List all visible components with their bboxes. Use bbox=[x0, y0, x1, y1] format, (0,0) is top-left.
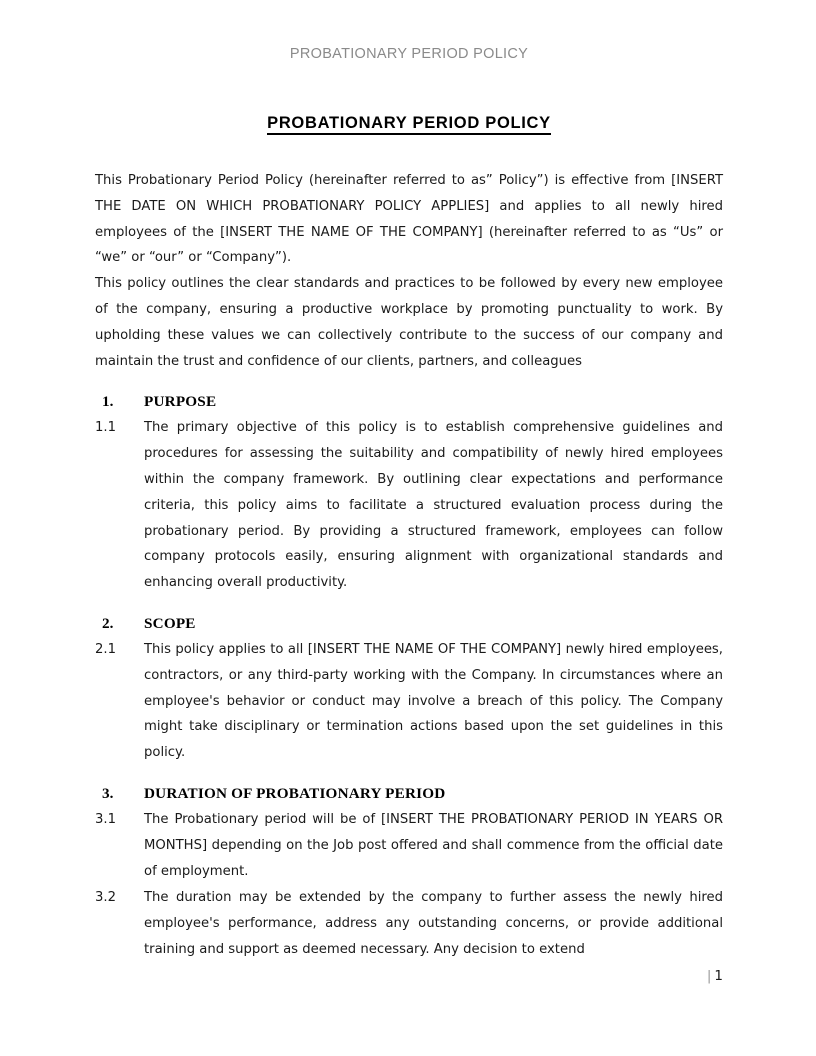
section-number-3: 3. bbox=[102, 784, 114, 802]
clause-3-2 bbox=[95, 885, 723, 962]
page-footer bbox=[95, 968, 723, 984]
intro-paragraph-1: This Probationary Period Policy (hereinafter referred to as” Policy”) is effective from [INSERT THE DATE ON WHICH PROBATIONARY POLICY APPLIES] and applies to all newly hired employees of the [INSERT THE NAME OF THE COMPANY] (hereinafter referred to as “Us” or “we” or “our” or “Company”). bbox=[95, 173, 723, 266]
clause-text-2-1: This policy applies to all [INSERT THE NAME OF THE COMPANY] newly hired employees, contractors, or any third-party working with the Company. In circumstances where an employee's behavior or conduct may involve a breach of this policy. The Company might take disciplinary or termination actions based upon the set guidelines in this policy. bbox=[144, 641, 723, 761]
section-heading-1 bbox=[95, 391, 723, 413]
section-number-2: 2. bbox=[102, 614, 114, 632]
clause-text-3-1: The Probationary period will be of [INSERT THE PROBATIONARY PERIOD IN YEARS OR MONTHS] depending on the Job post offered and shall commence from the official date of employment. bbox=[144, 811, 723, 879]
clause-text-1-1: The primary objective of this policy is to establish comprehensive guidelines and procedures for assessing the suitability and compatibility of newly hired employees within the company framework. By outlining clear expectations and performance criteria, this policy aims to facilitate a structured evaluation process during the probationary period. By providing a structured framework, employees can follow company protocols easily, ensuring alignment with organizational standards and enhancing overall productivity. bbox=[144, 420, 723, 591]
page-title-text: PROBATIONARY PERIOD POLICY bbox=[267, 114, 551, 135]
clause-text-3-2: The duration may be extended by the company to further assess the newly hired employee's performance, address any outstanding concerns, or provide additional training and support as deemed necessary. Any decision to extend bbox=[144, 890, 723, 957]
page-number: 1 bbox=[714, 968, 723, 984]
clause-number-3-2: 3.2 bbox=[95, 890, 116, 906]
section-title-2: SCOPE bbox=[144, 614, 196, 632]
document-body bbox=[95, 168, 723, 963]
footer-separator: | bbox=[706, 968, 712, 984]
section-title-1: PURPOSE bbox=[144, 393, 217, 411]
intro-paragraph-2: This policy outlines the clear standards and practices to be followed by every new employee of the company, ensuring a productive workplace by promoting punctuality to work. By upholding these values we can collectively contribute to the success of our company and maintain the trust and confidence of our clients, partners, and colleagues bbox=[95, 276, 723, 369]
clause-number-3-1: 3.1 bbox=[95, 811, 116, 827]
clause-number-1-1: 1.1 bbox=[95, 420, 116, 436]
running-header: PROBATIONARY PERIOD POLICY bbox=[289, 46, 529, 62]
clause-2-1 bbox=[95, 637, 723, 766]
section-heading-3 bbox=[95, 783, 723, 805]
clause-number-2-1: 2.1 bbox=[95, 641, 116, 657]
clause-1-1 bbox=[95, 415, 723, 596]
section-title-3: DURATION OF PROBATIONARY PERIOD bbox=[144, 784, 446, 802]
page-title bbox=[95, 114, 723, 133]
section-heading-2 bbox=[95, 613, 723, 635]
clause-3-1 bbox=[95, 807, 723, 884]
section-number-1: 1. bbox=[102, 393, 114, 411]
